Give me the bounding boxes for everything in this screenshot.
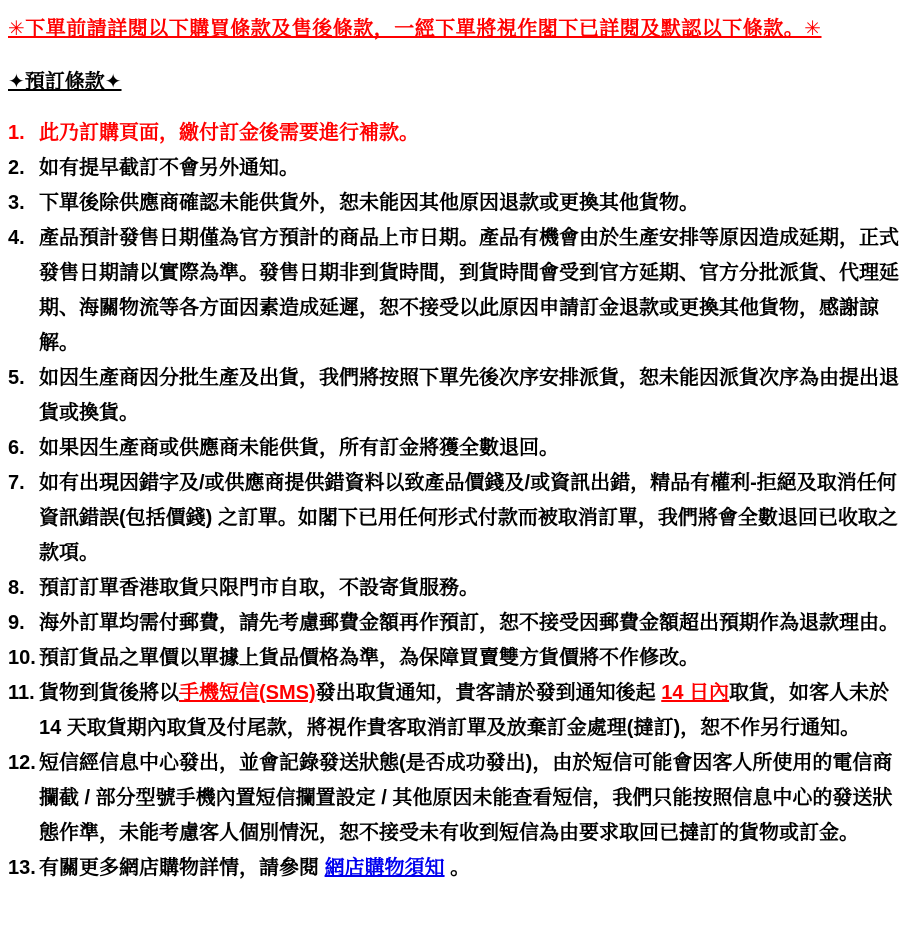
term-item-7 [8,466,905,571]
term-segment: 如果因生產商或供應商未能供貨，所有訂金將獲全數退回。 [39,437,559,459]
term-number: 3. [8,192,25,214]
term-text [39,606,905,641]
term-text [39,431,905,466]
term-number: 1. [8,122,25,144]
term-segment: 預訂訂單香港取貨只限門市自取，不設寄貨服務。 [39,577,479,599]
term-item-10 [8,641,905,676]
term-segment: 貨物到貨後將以 [39,682,179,704]
term-text [39,641,905,676]
term-text [39,676,905,746]
term-text [39,746,905,851]
term-item-9 [8,606,905,641]
term-segment: 手機短信(SMS) [179,682,316,704]
term-segment: 發出取貨通知，貴客請於發到通知後起 [315,682,662,704]
term-segment: 取貨，如客人未於 14 天取貨期內取貨及付尾款，將視作貴客取消訂單及放棄訂金處理(撻訂)，恕不作另行通知。 [39,682,890,739]
term-item-8 [8,571,905,606]
term-text [39,571,905,606]
term-text [39,466,905,571]
term-segment: 如有出現因錯字及/或供應商提供錯資料以致產品價錢及/或資訊出錯，精品有權利-拒絕及取消任何資訊錯誤(包括價錢) 之訂單。如閣下已用任何形式付款而被取消訂單，我們將會全數退回已收取之款項。 [39,472,898,564]
term-number: 8. [8,577,25,599]
term-item-5 [8,361,905,431]
term-item-2 [8,151,905,186]
term-item-1 [8,116,905,151]
term-item-12 [8,746,905,851]
shop-guide-link[interactable]: 網店購物須知 [324,857,445,879]
term-item-11 [8,676,905,746]
term-item-6 [8,431,905,466]
term-item-3 [8,186,905,221]
term-segment: 下單後除供應商確認未能供貨外，恕未能因其他原因退款或更換其他貨物。 [39,192,699,214]
term-segment: 此乃訂購頁面，繳付訂金後需要進行補款。 [39,122,419,144]
term-text [39,851,905,886]
term-number: 9. [8,612,25,634]
term-number: 12. [8,752,36,774]
term-number: 10. [8,647,36,669]
term-segment: 如有提早截訂不會另外通知。 [39,157,299,179]
term-number: 7. [8,472,25,494]
term-segment: 有關更多網店購物詳情，請參閱 [39,857,325,879]
section-header-preorder-terms: ✦預訂條款✦ [8,71,122,93]
term-number: 6. [8,437,25,459]
term-segment: 產品預計發售日期僅為官方預計的商品上市日期。產品有機會由於生產安排等原因造成延期，正式發售日期請以實際為準。發售日期非到貨時間，到貨時間會受到官方延期、官方分批派貨、代理延期、海關物流等各方面因素造成延遲，恕不接受以此原因申請訂金退款或更換其他貨物，感謝諒解。 [39,227,899,354]
term-item-4 [8,221,905,361]
term-segment: 預訂貨品之單價以單據上貨品價格為準，為保障買賣雙方貨價將不作修改。 [39,647,699,669]
term-number: 11. [8,682,35,704]
term-number: 5. [8,367,25,389]
term-number: 4. [8,227,25,249]
term-text [39,116,905,151]
term-text [39,361,905,431]
term-text [39,221,905,361]
page-title: ✳下單前請詳閱以下購買條款及售後條款，一經下單將視作閣下已詳閱及默認以下條款。✳ [8,18,822,40]
term-number: 2. [8,157,25,179]
term-segment: 14 日內 [661,682,730,704]
term-number: 13. [8,857,36,879]
term-segment: 。 [444,857,471,879]
terms-list [8,116,905,886]
term-segment: 短信經信息中心發出，並會記錄發送狀態(是否成功發出)，由於短信可能會因客人所使用的電信商攔截 / 部分型號手機內置短信攔置設定 / 其他原因未能查看短信，我們只能按照信息中心的發送狀態作準，未能考慮客人個別情況，恕不接受未有收到短信為由要求取回已撻訂的貨物或訂金。 [39,752,893,844]
term-text [39,151,905,186]
term-text [39,186,905,221]
term-segment: 如因生產商因分批生產及出貨，我們將按照下單先後次序安排派貨，恕未能因派貨次序為由提出退貨或換貨。 [39,367,899,424]
term-segment: 海外訂單均需付郵費，請先考慮郵費金額再作預訂，恕不接受因郵費金額超出預期作為退款理由。 [39,612,899,634]
term-item-13 [8,851,905,886]
